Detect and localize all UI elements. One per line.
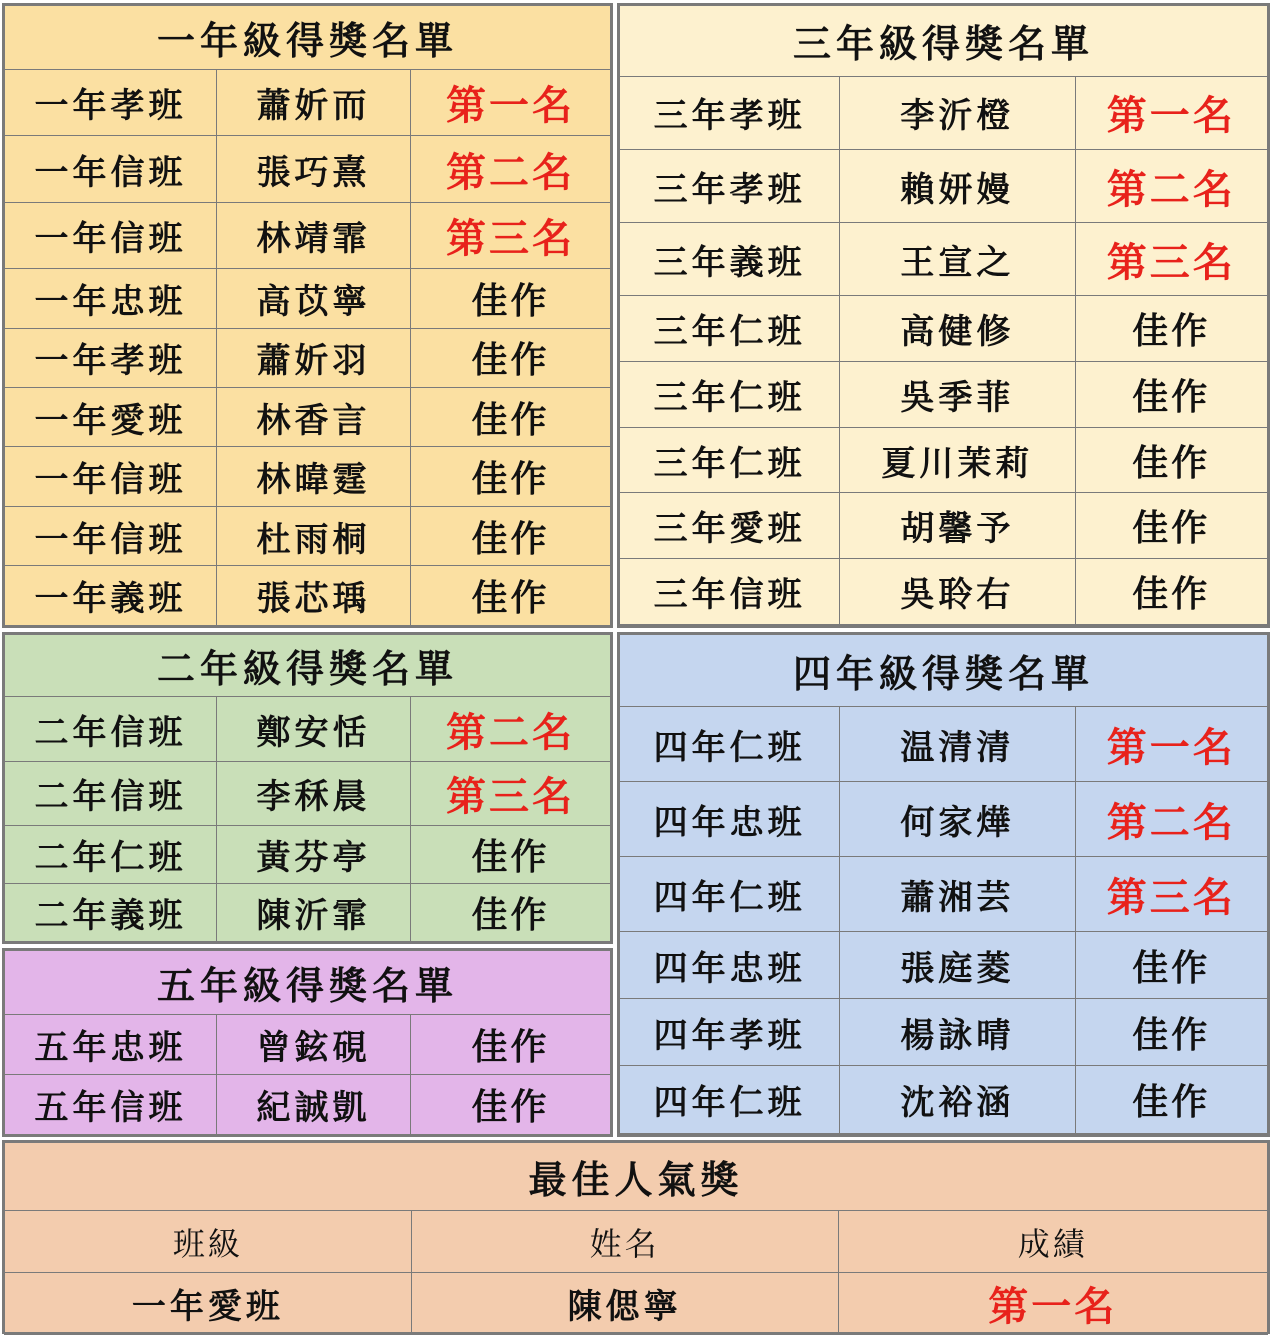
- name-cell: 賴妍嫚: [840, 149, 1075, 222]
- award-row: [5, 447, 611, 506]
- popular-rank-cell: 第一名: [838, 1273, 1267, 1335]
- name-cell: 黃芬亭: [217, 826, 411, 884]
- popular-name-cell: 陳偲寧: [411, 1273, 838, 1335]
- class-cell: 一年信班: [5, 202, 217, 268]
- rank-cell: 佳作: [1075, 559, 1267, 625]
- rank-cell: 第一名: [1075, 707, 1267, 782]
- grade4-table: [619, 634, 1268, 1135]
- rank-cell: 第三名: [1075, 223, 1267, 296]
- grade4-panel: [617, 632, 1270, 1137]
- award-row: [620, 149, 1268, 222]
- class-cell: 一年信班: [5, 447, 217, 506]
- popular-table: [4, 1142, 1268, 1335]
- rank-cell: 佳作: [411, 1015, 611, 1075]
- rank-cell: 第二名: [1075, 149, 1267, 222]
- rank-cell: 佳作: [1075, 427, 1267, 493]
- grade5-title: 五年級得獎名單: [5, 951, 611, 1015]
- rank-cell: 第一名: [1075, 76, 1267, 149]
- grade2-title: 二年級得獎名單: [5, 635, 611, 697]
- name-cell: 温清清: [840, 707, 1075, 782]
- grade4-title: 四年級得獎名單: [620, 635, 1268, 707]
- class-cell: 二年義班: [5, 884, 217, 942]
- name-cell: 王宣之: [840, 223, 1075, 296]
- rank-cell: 佳作: [1075, 999, 1267, 1066]
- rank-cell: 第三名: [411, 202, 611, 268]
- class-cell: 三年仁班: [620, 427, 840, 493]
- award-row: [620, 857, 1268, 932]
- header-name: 姓名: [411, 1211, 838, 1273]
- class-cell: 四年仁班: [620, 857, 840, 932]
- grade1-table: [4, 5, 611, 626]
- rank-cell: 佳作: [411, 884, 611, 942]
- award-row: [5, 328, 611, 387]
- grade5-panel: [2, 948, 613, 1137]
- popular-class-cell: 一年愛班: [5, 1273, 412, 1335]
- award-row: [620, 782, 1268, 857]
- class-cell: 三年仁班: [620, 362, 840, 428]
- name-cell: 李秝晨: [217, 761, 411, 826]
- class-cell: 二年信班: [5, 761, 217, 826]
- rank-cell: 第二名: [411, 697, 611, 762]
- grade5-table: [4, 950, 611, 1135]
- popular-title: 最佳人氣獎: [5, 1143, 1268, 1211]
- name-cell: 紀誠凱: [217, 1075, 411, 1135]
- class-cell: 三年信班: [620, 559, 840, 625]
- award-row: [620, 223, 1268, 296]
- class-cell: 四年忠班: [620, 782, 840, 857]
- grade3-panel: [617, 3, 1270, 628]
- class-cell: 一年忠班: [5, 269, 217, 328]
- name-cell: 張巧熹: [217, 136, 411, 202]
- header-result: 成績: [838, 1211, 1267, 1273]
- award-row: [620, 707, 1268, 782]
- name-cell: 蕭妡而: [217, 70, 411, 136]
- grade2-table: [4, 634, 611, 942]
- award-row: [5, 388, 611, 447]
- class-cell: 三年孝班: [620, 76, 840, 149]
- award-row: [5, 566, 611, 626]
- name-cell: 高健修: [840, 296, 1075, 362]
- name-cell: 高苡寧: [217, 269, 411, 328]
- class-cell: 五年忠班: [5, 1015, 217, 1075]
- empty-cell: [1075, 1133, 1267, 1134]
- rank-cell: 佳作: [1075, 1066, 1267, 1133]
- name-cell: 何家燁: [840, 782, 1075, 857]
- award-row: [5, 884, 611, 942]
- award-row: [5, 70, 611, 136]
- award-row: [620, 1066, 1268, 1133]
- class-cell: 三年仁班: [620, 296, 840, 362]
- rank-cell: 佳作: [411, 328, 611, 387]
- empty-cell: [840, 1133, 1075, 1134]
- name-cell: 沈裕涵: [840, 1066, 1075, 1133]
- rank-cell: 佳作: [411, 506, 611, 565]
- class-cell: 三年孝班: [620, 149, 840, 222]
- award-row: [5, 1015, 611, 1075]
- award-row: [5, 697, 611, 762]
- class-cell: 四年仁班: [620, 1066, 840, 1133]
- award-row: [620, 559, 1268, 625]
- rank-cell: 第三名: [411, 761, 611, 826]
- award-row: [5, 506, 611, 565]
- award-row: [5, 269, 611, 328]
- award-row: [5, 826, 611, 884]
- rank-cell: 第二名: [1075, 782, 1267, 857]
- class-cell: 一年信班: [5, 506, 217, 565]
- name-cell: 李沂橙: [840, 76, 1075, 149]
- rank-cell: 第二名: [411, 136, 611, 202]
- name-cell: 楊詠晴: [840, 999, 1075, 1066]
- name-cell: 林靖霏: [217, 202, 411, 268]
- name-cell: 蕭妡羽: [217, 328, 411, 387]
- award-row: [620, 427, 1268, 493]
- popular-panel: [2, 1140, 1270, 1334]
- class-cell: 一年義班: [5, 566, 217, 626]
- name-cell: 鄭安恬: [217, 697, 411, 762]
- award-row: [5, 202, 611, 268]
- class-cell: 四年忠班: [620, 932, 840, 999]
- award-row: [620, 999, 1268, 1066]
- rank-cell: 佳作: [1075, 362, 1267, 428]
- rank-cell: 佳作: [1075, 493, 1267, 559]
- grade3-table: [619, 5, 1268, 626]
- rank-cell: 佳作: [1075, 932, 1267, 999]
- name-cell: 陳沂霏: [217, 884, 411, 942]
- class-cell: 一年愛班: [5, 388, 217, 447]
- award-row: [5, 761, 611, 826]
- header-class: 班級: [5, 1211, 412, 1273]
- award-row: [620, 296, 1268, 362]
- rank-cell: 佳作: [411, 447, 611, 506]
- name-cell: 夏川茉莉: [840, 427, 1075, 493]
- award-row: [620, 493, 1268, 559]
- rank-cell: 佳作: [411, 826, 611, 884]
- award-row: [620, 1133, 1268, 1134]
- class-cell: 一年信班: [5, 136, 217, 202]
- rank-cell: 第一名: [411, 70, 611, 136]
- name-cell: 吳季菲: [840, 362, 1075, 428]
- name-cell: 林暐霆: [217, 447, 411, 506]
- rank-cell: 佳作: [411, 388, 611, 447]
- award-row: [620, 932, 1268, 999]
- award-row: [5, 136, 611, 202]
- award-row: [620, 624, 1268, 625]
- award-row: [5, 1075, 611, 1135]
- class-cell: 二年仁班: [5, 826, 217, 884]
- name-cell: 張庭菱: [840, 932, 1075, 999]
- rank-cell: 佳作: [411, 566, 611, 626]
- empty-row: [620, 624, 1268, 625]
- name-cell: 林香言: [217, 388, 411, 447]
- class-cell: 一年孝班: [5, 70, 217, 136]
- name-cell: 蕭湘芸: [840, 857, 1075, 932]
- class-cell: 二年信班: [5, 697, 217, 762]
- class-cell: 四年仁班: [620, 707, 840, 782]
- grade3-title: 三年級得獎名單: [620, 6, 1268, 77]
- award-row: [620, 76, 1268, 149]
- class-cell: 五年信班: [5, 1075, 217, 1135]
- class-cell: 三年義班: [620, 223, 840, 296]
- class-cell: 三年愛班: [620, 493, 840, 559]
- class-cell: 一年孝班: [5, 328, 217, 387]
- name-cell: 吳聆右: [840, 559, 1075, 625]
- rank-cell: 第三名: [1075, 857, 1267, 932]
- name-cell: 張芯瑀: [217, 566, 411, 626]
- award-row: [620, 362, 1268, 428]
- grade1-panel: [2, 3, 613, 628]
- empty-cell: [620, 1133, 840, 1134]
- name-cell: 杜雨桐: [217, 506, 411, 565]
- name-cell: 曾鉉硯: [217, 1015, 411, 1075]
- grade1-title: 一年級得獎名單: [5, 6, 611, 70]
- class-cell: 四年孝班: [620, 999, 840, 1066]
- name-cell: 胡馨予: [840, 493, 1075, 559]
- rank-cell: 佳作: [411, 269, 611, 328]
- grade2-panel: [2, 632, 613, 944]
- rank-cell: 佳作: [411, 1075, 611, 1135]
- rank-cell: 佳作: [1075, 296, 1267, 362]
